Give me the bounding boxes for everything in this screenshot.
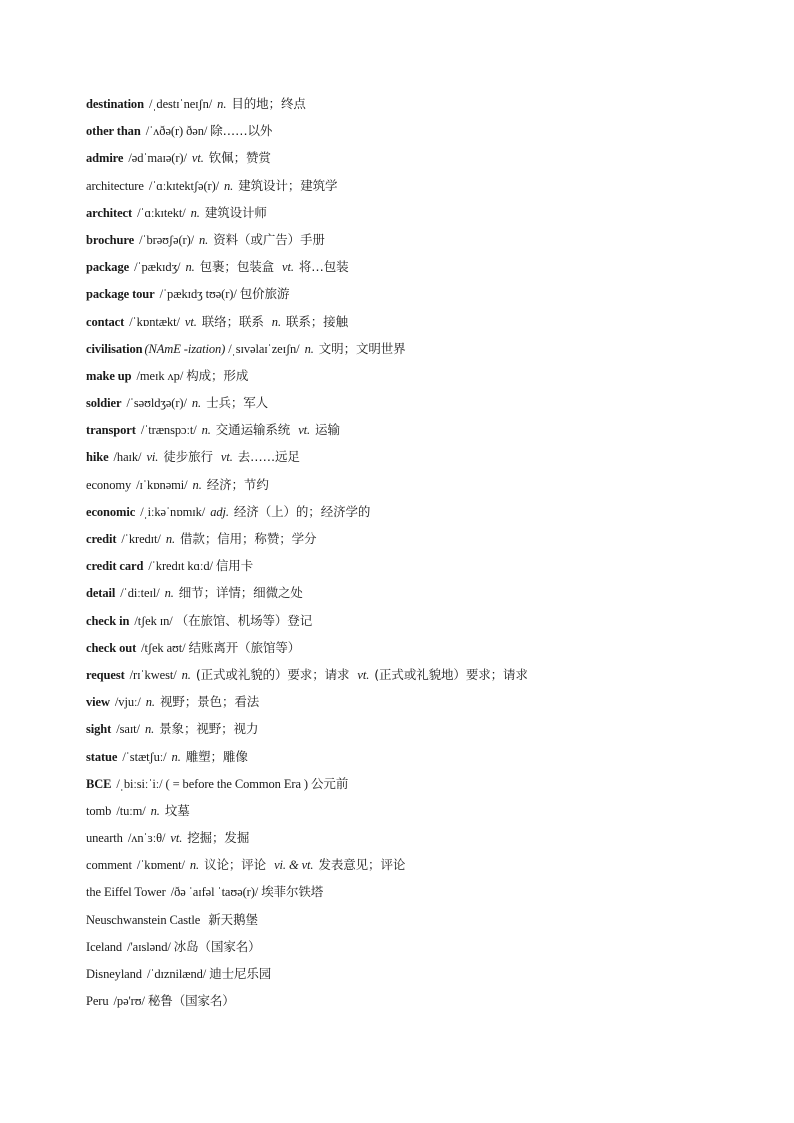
phonetic: /ˈkredɪt kɑːd/ <box>145 559 216 574</box>
spelling-note: (NAmE -ization) <box>144 341 226 356</box>
phonetic: /ˈtrænspɔːt/ <box>137 423 200 438</box>
chinese-meaning: 构成；形成 <box>186 367 249 383</box>
vocab-entry <box>86 447 766 474</box>
part-of-speech-secondary: vt. <box>357 667 370 682</box>
vocab-entry <box>86 882 766 909</box>
part-of-speech-secondary: vt. <box>220 450 233 465</box>
chinese-meaning: (正式或礼貌的）要求；请求 <box>195 666 350 682</box>
phonetic: /ˈbrəʊʃə(r)/ <box>136 232 198 247</box>
phonetic: /ˈstætʃuː/ <box>119 749 170 764</box>
phonetic: /tʃek ɪn/ <box>131 613 176 628</box>
vocab-entry <box>86 964 766 991</box>
chinese-meaning: 徒步旅行 <box>163 449 213 465</box>
chinese-meaning: 借款；信用；称赞；学分 <box>180 531 317 546</box>
chinese-meaning: 景象；视野；视力 <box>159 721 259 737</box>
vocab-entry <box>86 203 766 230</box>
vocab-entry <box>86 312 766 339</box>
chinese-meaning: 雕塑；雕像 <box>185 748 248 764</box>
vocab-entry <box>86 692 766 719</box>
vocab-entry <box>86 339 766 366</box>
vocab-entry <box>86 583 766 610</box>
vocab-word: Peru <box>86 994 109 1009</box>
vocab-word: Disneyland <box>86 967 142 981</box>
chinese-meaning: 坟墓 <box>164 802 190 818</box>
vocab-entry <box>86 828 766 855</box>
chinese-meaning: 挖掘；发掘 <box>187 830 250 846</box>
chinese-meaning: （在旅馆、机场等）登记 <box>175 612 313 628</box>
vocab-word: detail <box>86 586 116 601</box>
phonetic: /ɪˈkɒnəmi/ <box>133 477 191 492</box>
phonetic: /ðə ˈaɪfəl ˈtaʊə(r)/ <box>167 885 262 900</box>
abbreviation-expansion: ( = before the Common Era ) <box>165 776 312 791</box>
chinese-meaning-secondary: 联系；接触 <box>285 313 348 329</box>
phonetic: /ˈkredɪt/ <box>118 532 164 546</box>
phonetic: /pə'rʊ/ <box>110 994 148 1009</box>
vocab-word: tomb <box>86 803 112 818</box>
chinese-meaning-secondary: (正式或礼貌地）要求；请求 <box>374 666 528 682</box>
vocab-entry <box>86 910 766 937</box>
chinese-meaning: 交通运输系统 <box>215 422 291 438</box>
part-of-speech: vt. <box>191 151 204 166</box>
chinese-meaning: 公元前 <box>311 775 349 791</box>
vocab-word: check in <box>86 613 130 628</box>
part-of-speech: n. <box>171 749 181 764</box>
vocab-word: make up <box>86 368 132 383</box>
chinese-meaning: 埃菲尔铁塔 <box>261 884 324 900</box>
vocab-entry <box>86 801 766 828</box>
vocab-entry <box>86 284 766 311</box>
chinese-meaning-secondary: 运输 <box>315 422 340 438</box>
part-of-speech: n. <box>192 477 202 492</box>
vocab-entry <box>86 393 766 420</box>
chinese-meaning: 迪士尼乐园 <box>209 966 272 981</box>
part-of-speech: vt. <box>184 314 197 329</box>
chinese-meaning: 视野；景色；看法 <box>159 694 260 710</box>
part-of-speech: vi. <box>146 450 159 465</box>
part-of-speech: n. <box>217 97 227 111</box>
phonetic: /ˌdestɪˈneɪʃn/ <box>145 97 216 111</box>
vocab-entry <box>86 94 766 121</box>
phonetic: /ˈdiːteɪl/ <box>117 586 163 601</box>
part-of-speech: n. <box>144 722 155 737</box>
part-of-speech: n. <box>199 232 209 247</box>
chinese-meaning: 建筑设计师 <box>204 204 267 220</box>
phonetic: /saɪt/ <box>113 722 143 737</box>
chinese-meaning: 联络；联系 <box>201 313 264 329</box>
part-of-speech: n. <box>189 858 200 873</box>
chinese-meaning: 目的地；终点 <box>231 96 306 111</box>
chinese-meaning: 包价旅游 <box>239 286 290 302</box>
chinese-meaning: 钦佩；赞赏 <box>208 150 271 166</box>
vocab-word: sight <box>86 722 112 737</box>
part-of-speech-secondary: vt. <box>282 260 294 275</box>
vocab-entry <box>86 420 766 447</box>
chinese-meaning-secondary: 将…包装 <box>298 259 349 275</box>
chinese-meaning: 信用卡 <box>215 558 254 574</box>
phonetic: /ˈɑːkɪtektʃə(r)/ <box>145 178 223 193</box>
chinese-meaning: 建筑设计；建筑学 <box>238 177 338 193</box>
chinese-meaning: 议论；评论 <box>204 857 267 873</box>
chinese-meaning: 结账离开（旅馆等） <box>188 639 301 655</box>
vocab-entry <box>86 719 766 746</box>
vocab-word: economy <box>86 477 132 492</box>
vocab-word: architect <box>86 205 133 220</box>
entries-container <box>86 94 766 1018</box>
vocab-entry <box>86 366 766 393</box>
part-of-speech: n. <box>185 260 195 275</box>
phonetic: /ˈkɒntækt/ <box>126 314 183 329</box>
phonetic: /ˌiːkəˈnɒmɪk/ <box>137 504 209 519</box>
phonetic: /tʃek aʊt/ <box>138 640 189 655</box>
vocab-word: unearth <box>86 831 123 846</box>
part-of-speech: n. <box>191 396 202 411</box>
chinese-meaning: 新天鹅堡 <box>208 911 258 927</box>
vocab-word: transport <box>86 423 136 438</box>
chinese-meaning: 冰岛（国家名） <box>173 938 261 954</box>
vocab-entry <box>86 855 766 882</box>
vocab-word: credit <box>86 532 117 546</box>
part-of-speech: n. <box>304 341 314 356</box>
phonetic: /ˈpækɪdʒ/ <box>131 260 184 275</box>
chinese-meaning: 经济（上）的；经济学的 <box>233 503 371 519</box>
vocab-word: admire <box>86 151 124 166</box>
phonetic: /tuːm/ <box>113 803 149 818</box>
vocab-entry <box>86 257 766 284</box>
vocab-entry <box>86 176 766 203</box>
vocab-word: credit card <box>86 559 144 574</box>
chinese-meaning: 文明；文明世界 <box>318 340 406 356</box>
vocab-word: soldier <box>86 396 122 411</box>
phonetic: /ˌbiːsiːˈiː/ <box>113 776 166 791</box>
part-of-speech: adj. <box>210 504 229 519</box>
phonetic: /ˌsɪvəlaɪˈzeɪʃn/ <box>225 341 303 356</box>
vocab-entry <box>86 556 766 583</box>
vocab-word: package <box>86 260 130 275</box>
vocab-word: brochure <box>86 232 135 247</box>
vocab-word: other than <box>86 124 141 139</box>
phonetic: /ədˈmaɪə(r)/ <box>125 151 190 166</box>
vocab-entry <box>86 665 766 692</box>
phonetic: /'aɪslənd/ <box>124 939 174 954</box>
phonetic: /ˈkɒment/ <box>133 858 188 873</box>
vocab-word: view <box>86 695 110 710</box>
vocab-word: contact <box>86 314 125 329</box>
vocab-word: comment <box>86 858 132 873</box>
vocab-entry <box>86 529 766 556</box>
chinese-meaning-secondary: 去……远足 <box>237 449 300 465</box>
phonetic: /haɪk/ <box>110 450 145 465</box>
vocab-entry <box>86 475 766 502</box>
vocab-word: economic <box>86 504 136 519</box>
vocab-word: check out <box>86 640 137 655</box>
phonetic: /ˈʌðə(r) ðən/ <box>142 124 211 139</box>
vocab-entry <box>86 121 766 148</box>
vocab-word: Neuschwanstein Castle <box>86 912 201 927</box>
phonetic: /ˈpækɪdʒ tʊə(r)/ <box>156 287 240 302</box>
chinese-meaning: 士兵；军人 <box>206 395 269 411</box>
vocab-word: request <box>86 667 125 682</box>
vocabulary-list <box>86 94 766 1018</box>
part-of-speech: n. <box>150 803 160 818</box>
part-of-speech-secondary: vi. & vt. <box>274 858 314 873</box>
chinese-meaning-secondary: 发表意见；评论 <box>318 857 406 873</box>
vocab-entry <box>86 148 766 175</box>
phonetic: /ˈsəʊldʒə(r)/ <box>123 396 190 411</box>
part-of-speech: n. <box>145 695 155 710</box>
vocab-word: the Eiffel Tower <box>86 885 166 900</box>
chinese-meaning: 包裹；包装盒 <box>199 259 275 275</box>
vocab-entry <box>86 638 766 665</box>
part-of-speech: n. <box>165 532 176 546</box>
vocab-entry <box>86 937 766 964</box>
vocab-entry <box>86 991 766 1018</box>
chinese-meaning: 除……以外 <box>210 123 273 139</box>
vocab-word: hike <box>86 450 109 465</box>
vocab-word: BCE <box>86 776 112 791</box>
vocab-entry <box>86 502 766 529</box>
vocab-word: destination <box>86 97 144 111</box>
part-of-speech: vt. <box>170 831 183 846</box>
vocab-word: civilisation <box>86 341 143 356</box>
phonetic: /ˈɑːkɪtekt/ <box>134 205 189 220</box>
phonetic: /vjuː/ <box>111 695 144 710</box>
phonetic: /rɪˈkwest/ <box>126 667 180 682</box>
chinese-meaning: 细节；详情；细微之处 <box>178 585 303 601</box>
phonetic: /ʌnˈɜːθ/ <box>124 831 169 846</box>
phonetic: /ˈdɪznilænd/ <box>143 967 210 981</box>
chinese-meaning: 资料（或广告）手册 <box>213 231 325 247</box>
phonetic: /meɪk ʌp/ <box>133 368 187 383</box>
part-of-speech: n. <box>190 205 200 220</box>
chinese-meaning: 秘鲁（国家名） <box>147 993 235 1009</box>
vocab-word: package tour <box>86 287 155 302</box>
vocab-entry <box>86 611 766 638</box>
vocab-word: architecture <box>86 178 144 193</box>
part-of-speech: n. <box>224 178 234 193</box>
vocab-word: statue <box>86 749 118 764</box>
part-of-speech: n. <box>164 586 174 601</box>
vocab-entry <box>86 774 766 801</box>
part-of-speech: n. <box>181 667 191 682</box>
part-of-speech-secondary: vt. <box>298 423 311 438</box>
part-of-speech: n. <box>201 423 211 438</box>
chinese-meaning: 经济；节约 <box>206 476 269 492</box>
vocab-word: Iceland <box>86 939 123 954</box>
part-of-speech-secondary: n. <box>271 314 281 329</box>
vocab-entry <box>86 230 766 257</box>
vocab-entry <box>86 747 766 774</box>
